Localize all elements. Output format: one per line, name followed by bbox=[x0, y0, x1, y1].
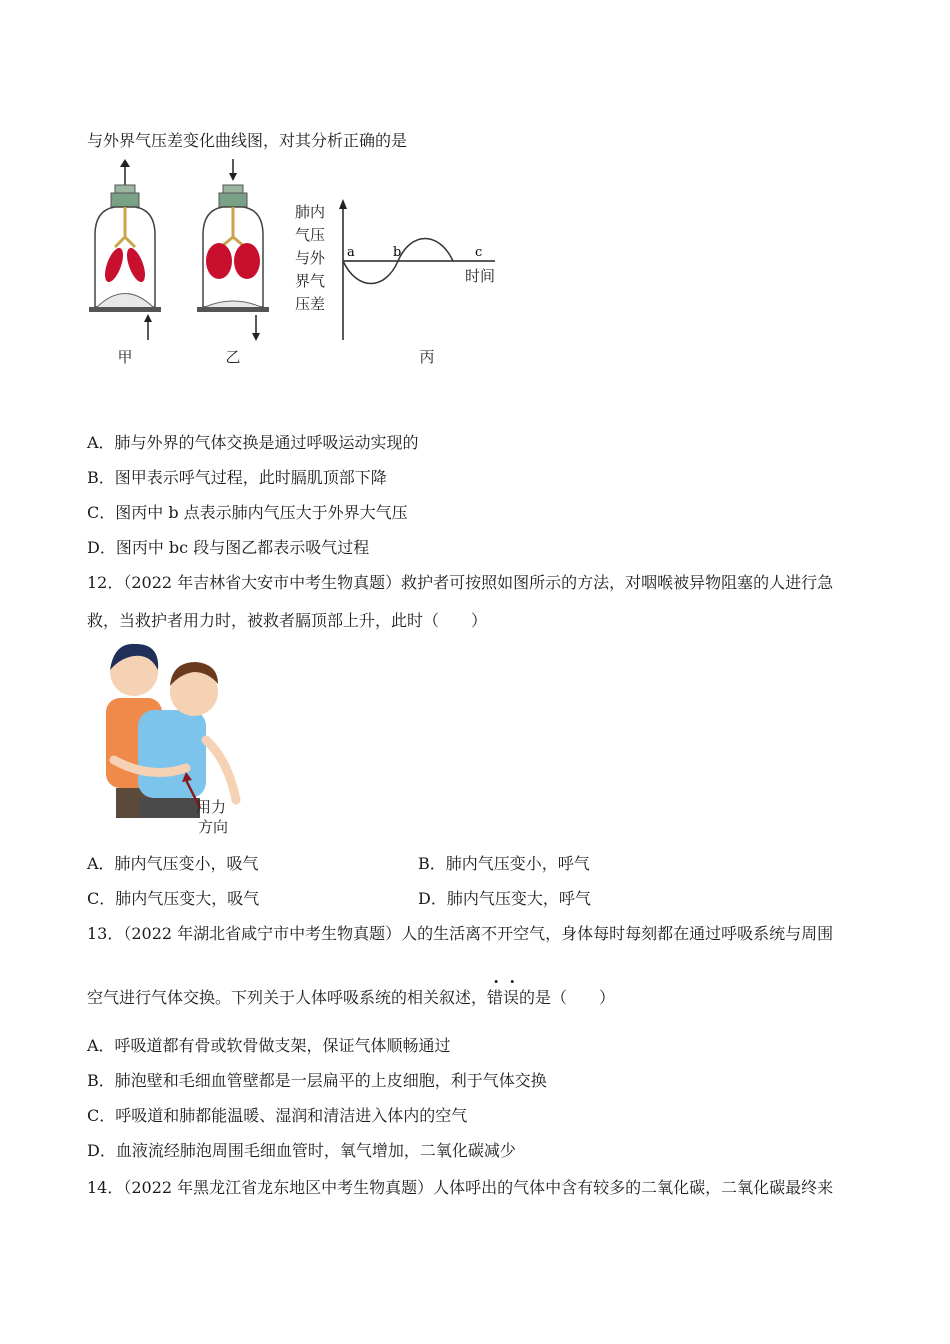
q12-option-a: A．肺内气压变小，吸气 bbox=[87, 854, 259, 873]
q12-heimlich-illustration bbox=[100, 640, 260, 840]
q12-stem-line2: 救，当救护者用力时，被救者膈顶部上升，此时（ ） bbox=[87, 611, 488, 630]
y-axis-label-3: 与外 bbox=[295, 249, 326, 267]
q11-option-b: B．图甲表示呼气过程，此时膈肌顶部下降 bbox=[87, 468, 387, 487]
label-bing: 丙 bbox=[419, 348, 435, 366]
q12-option-c: C．肺内气压变大，吸气 bbox=[87, 889, 260, 908]
bell-jar-jia bbox=[89, 159, 161, 366]
label-yi: 乙 bbox=[225, 348, 241, 366]
q12-option-d: D．肺内气压变大，呼气 bbox=[418, 889, 591, 908]
q11-option-c: C．图丙中 b 点表示肺内气压大于外界大气压 bbox=[87, 503, 408, 522]
q13-option-c: C．呼吸道和肺都能温暖、湿润和清洁进入体内的空气 bbox=[87, 1106, 468, 1125]
force-label-line2: 方向 bbox=[198, 818, 229, 836]
force-label-line1: 用力 bbox=[196, 798, 227, 816]
q13-stem-after: 的是（ ） bbox=[519, 988, 616, 1007]
q12-stem-line1: 12．（2022 年吉林省大安市中考生物真题）救护者可按照如图所示的方法，对咽喉被异物阻塞的人进行急 bbox=[87, 573, 834, 592]
label-jia: 甲 bbox=[117, 348, 133, 366]
bell-jar-yi bbox=[197, 159, 269, 366]
q13-option-d: D．血液流经肺泡周围毛细血管时，氧气增加，二氧化碳减少 bbox=[87, 1141, 516, 1160]
q13-emphasis-2: 误 bbox=[503, 988, 520, 1007]
pressure-curve-graph bbox=[295, 199, 495, 366]
q13-option-b: B．肺泡壁和毛细血管壁都是一层扁平的上皮细胞，利于气体交换 bbox=[87, 1071, 547, 1090]
point-a: a bbox=[347, 245, 355, 260]
q14-stem-line1: 14．（2022 年黑龙江省龙东地区中考生物真题）人体呼出的气体中含有较多的二氧化碳，二氧化碳最终来 bbox=[87, 1178, 834, 1197]
q11-intro: 与外界气压差变化曲线图，对其分析正确的是 bbox=[87, 131, 408, 150]
q11-figure bbox=[85, 155, 515, 375]
q11-option-d: D．图丙中 bc 段与图乙都表示吸气过程 bbox=[87, 538, 370, 557]
q13-stem-before: 空气进行气体交换。下列关于人体呼吸系统的相关叙述， bbox=[87, 988, 488, 1007]
q13-emphasis-1: 错 bbox=[487, 988, 504, 1007]
point-b: b bbox=[393, 245, 402, 260]
q13-option-a: A．呼吸道都有骨或软骨做支架，保证气体顺畅通过 bbox=[87, 1036, 451, 1055]
q12-option-b: B．肺内气压变小，呼气 bbox=[418, 854, 590, 873]
q13-stem-line1: 13．（2022 年湖北省咸宁市中考生物真题）人的生活离不开空气，身体每时每刻都在通过呼吸系统与周围 bbox=[87, 924, 834, 943]
point-c: c bbox=[475, 245, 483, 260]
y-axis-label-5: 压差 bbox=[295, 295, 326, 313]
q13-stem-line2 bbox=[87, 985, 615, 1008]
y-axis-label-2: 气压 bbox=[295, 226, 326, 244]
x-axis-label: 时间 bbox=[465, 267, 496, 285]
y-axis-label-4: 界气 bbox=[295, 272, 326, 290]
q11-option-a: A．肺与外界的气体交换是通过呼吸运动实现的 bbox=[87, 433, 419, 452]
y-axis-label-1: 肺内 bbox=[295, 203, 326, 221]
